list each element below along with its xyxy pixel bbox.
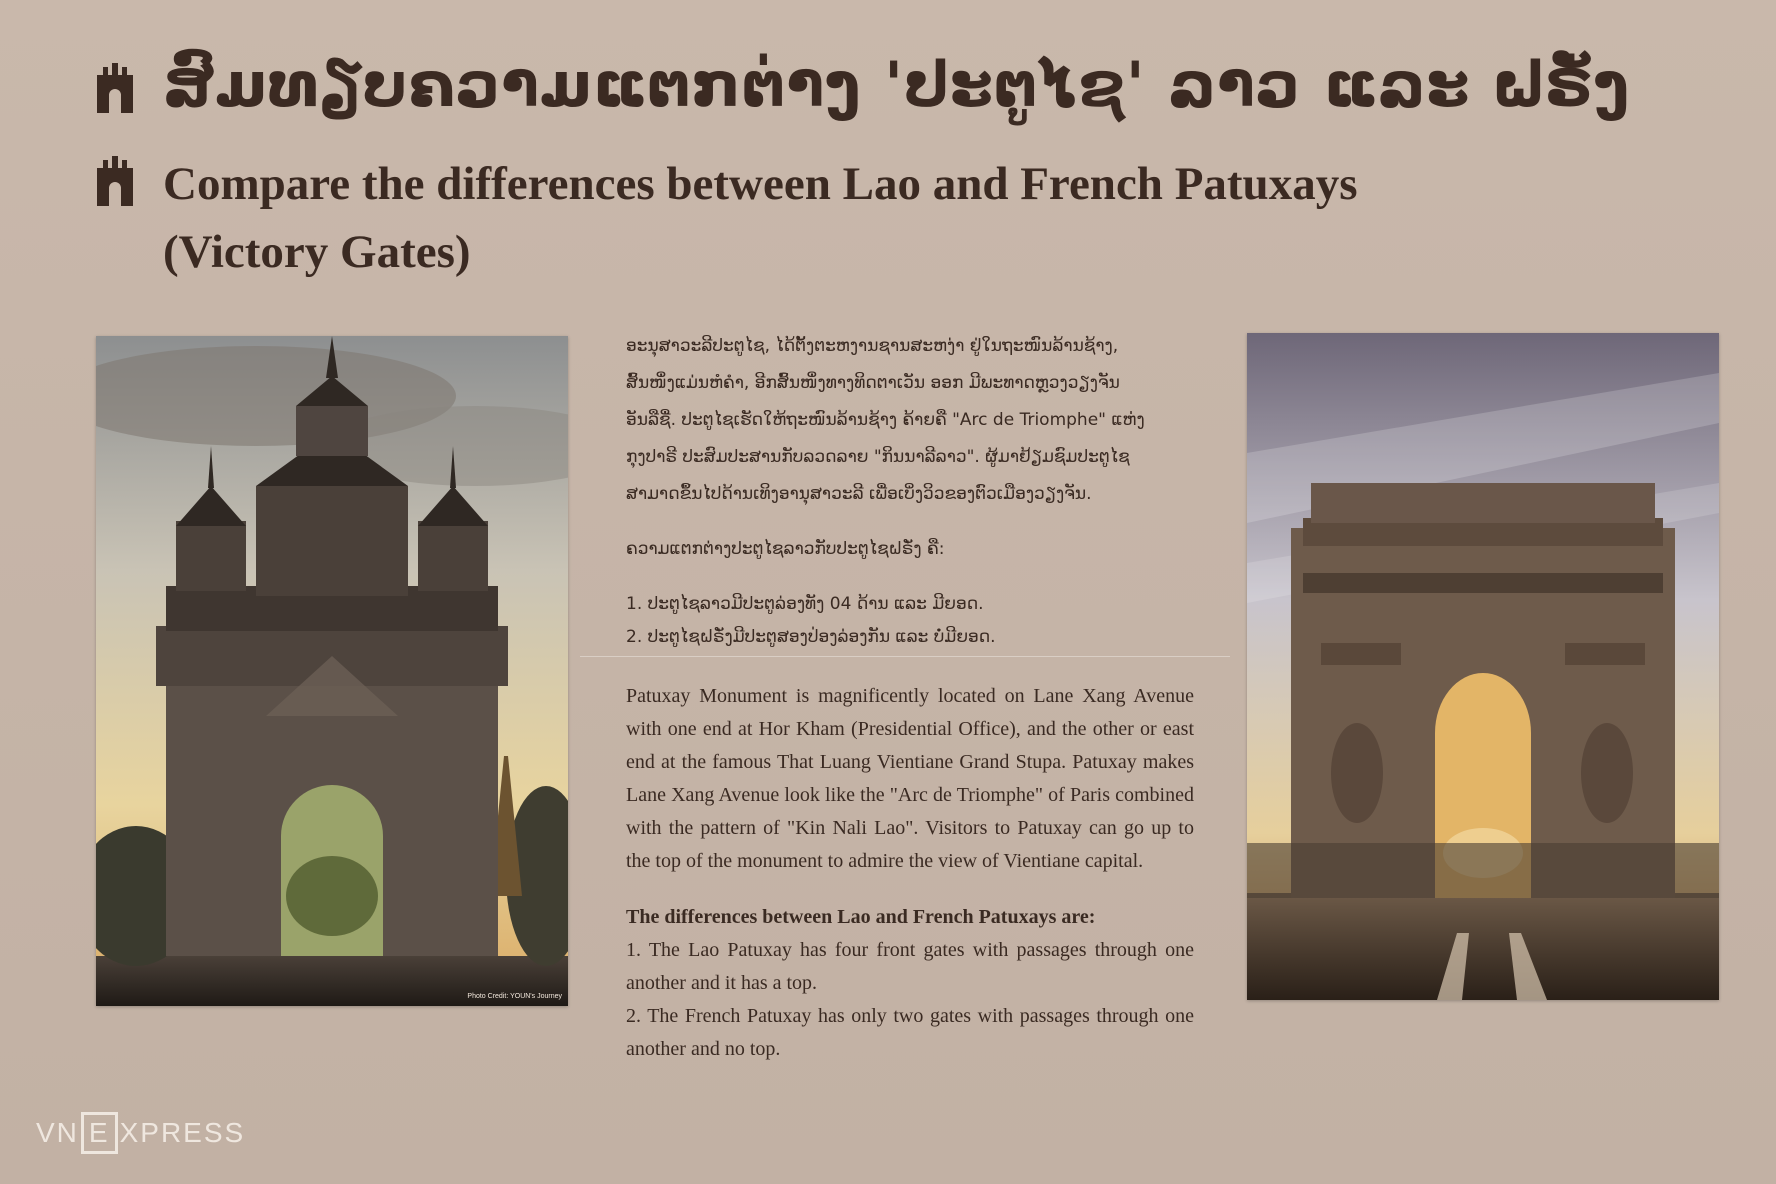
patuxay-lao-photo — [96, 336, 568, 1006]
lao-item-2: 2. ປະຕູໄຊຝຣັ່ງມີປະຕູສອງປ່ອງລ່ອງກັນ ແລະ ບໍ່ມີຍອດ. — [626, 627, 996, 647]
lao-intro: ຄວາມແຕກຕ່າງປະຕູໄຊລາວກັບປະຕູໄຊຝຣັ່ງ ຄື: — [626, 539, 945, 559]
page-title-english: Compare the differences between Lao and French Patuxays — [163, 158, 1358, 210]
lao-item-1: 1. ປະຕູໄຊລາວມີປະຕູລ່ອງທັງ 04 ດ້ານ ແລະ ມີຍອດ. — [626, 594, 984, 614]
lao-description — [626, 328, 1194, 651]
watermark-suffix: XPRESS — [119, 1117, 246, 1148]
castle-icon — [95, 57, 135, 113]
english-description — [626, 680, 1194, 1066]
english-differences-heading: The differences between Lao and French Patuxays are: — [626, 906, 1096, 928]
english-item-1: 1. The Lao Patuxay has four front gates with passages through one another and it has a top. — [626, 939, 1194, 994]
watermark-box-letter: E — [81, 1112, 118, 1154]
page-subtitle-english: (Victory Gates) — [163, 226, 471, 278]
photo-credit: Photo Credit: YOUN's Journey — [467, 993, 562, 1000]
english-paragraph: Patuxay Monument is magnificently located on Lane Xang Avenue with one end at Hor Kham (Presidential Office), and the other or east end at the famous That Luang Vientiane Grand Stupa. Patuxay makes Lane Xang Avenue look like the "Arc de Triomphe" of Paris combined with the pattern of "Kin Nali Lao". Visitors to Patuxay can go up to the top of the monument to admire the view of Vientiane capital. — [626, 685, 1194, 872]
page-title-lao: ສົມທຽບຄວາມແຕກຕ່າງ 'ປະຕູໄຊ' ລາວ ແລະ ຝຣັ່ງ — [163, 48, 1631, 121]
lao-line: ກຸງປາຣີ ປະສົມປະສານກັບລວດລາຍ "ກິນນາລີລາວ". ຜູ້ມາຢ້ຽມຊົມປະຕູໄຊ — [626, 447, 1130, 467]
castle-icon — [95, 150, 135, 206]
lao-line: ອະນຸສາວະລີປະຕູໄຊ, ໄດ້ຕັ້ງຕະຫງານຊານສະຫງ່າ ຢູ່ໃນຖະໜົນລ້ານຊ້າງ, — [626, 336, 1119, 356]
english-item-2: 2. The French Patuxay has only two gates with passages through one another and no top. — [626, 1005, 1194, 1060]
lao-line: ສາມາດຂຶ້ນໄປດ້ານເທິງອານຸສາວະລີ ເພື່ອເບິ່ງວິວຂອງຕົວເມືອງວຽງຈັນ. — [626, 484, 1092, 504]
panel-seam — [580, 656, 1230, 657]
watermark-prefix: VN — [36, 1117, 79, 1148]
vnexpress-watermark — [36, 1112, 245, 1154]
lao-line: ອັນລືຊື່. ປະຕູໄຊເຮັດໃຫ້ຖະໜົນລ້ານຊ້າງ ຄ້າຍຄື "Arc de Triomphe" ແຫ່ງ — [626, 410, 1145, 430]
english-title-row — [95, 150, 1723, 286]
lao-line: ສົ້ນໜຶ່ງແມ່ນຫໍຄໍາ, ອີກສົ້ນໜຶ່ງທາງທິດຕາເວັນ ອອກ ມີພະທາດຫຼວງວຽງຈັນ — [626, 373, 1120, 393]
lao-title-row — [95, 48, 1630, 121]
arc-de-triomphe-photo — [1247, 333, 1719, 1000]
